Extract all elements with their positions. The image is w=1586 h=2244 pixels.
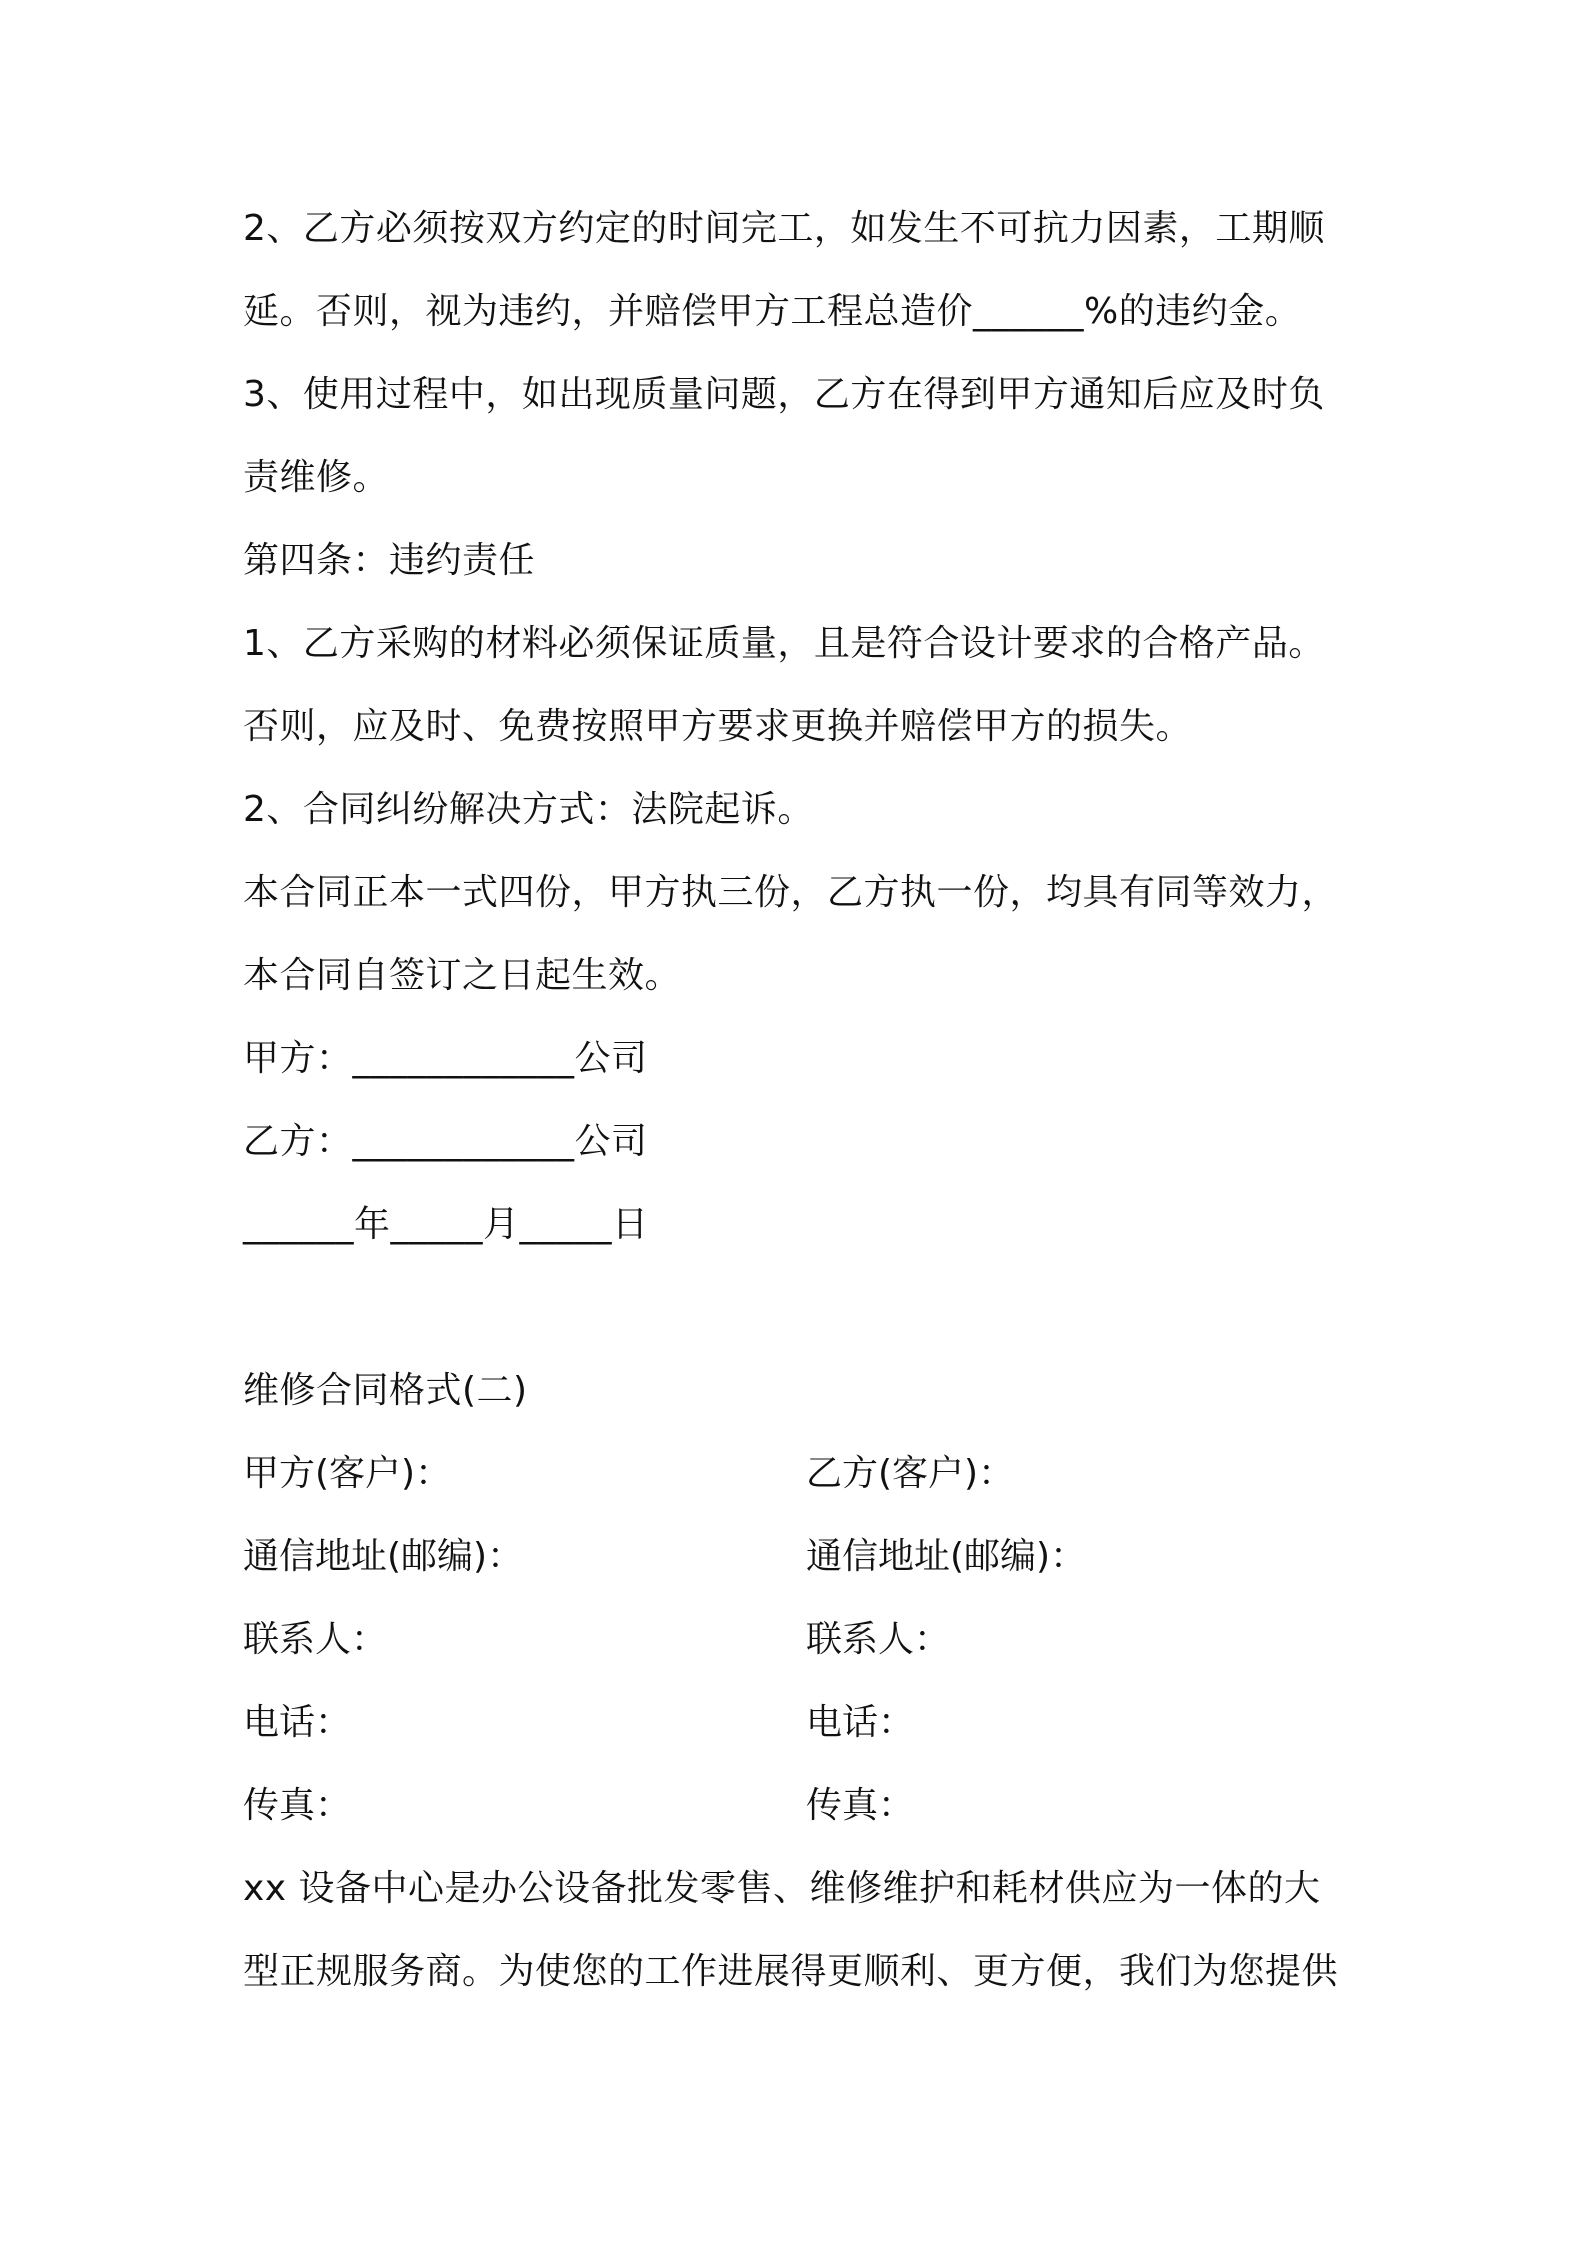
party-b-address-label: 通信地址(邮编)： — [806, 1536, 1087, 1577]
clause-2-line-2: 延。否则，视为违约，并赔偿甲方工程总造价______%的违约金。 — [243, 291, 1302, 332]
clause-3-line-1: 3、使用过程中，如出现质量问题，乙方在得到甲方通知后应及时负 — [243, 374, 1325, 415]
party-a-phone-label: 电话： — [243, 1702, 352, 1743]
clause-3-line-2: 责维修。 — [243, 457, 390, 498]
intro-line-1: xx 设备中心是办公设备批发零售、维修维护和耗材供应为一体的大 — [243, 1868, 1321, 1909]
party-b-contact-label: 联系人： — [806, 1619, 951, 1660]
clause-2-line-1: 2、乙方必须按双方约定的时间完工，如发生不可抗力因素，工期顺 — [243, 208, 1325, 249]
party-b-phone-label: 电话： — [806, 1702, 915, 1743]
article-4-item-1-line-1: 1、乙方采购的材料必须保证质量，且是符合设计要求的合格产品。 — [243, 623, 1325, 664]
signature-date: ______年_____月_____日 — [243, 1204, 649, 1245]
closing-line-2: 本合同自签订之日起生效。 — [243, 955, 682, 996]
party-b-client-label: 乙方(客户)： — [806, 1453, 1015, 1494]
intro-line-2: 型正规服务商。为使您的工作进展得更顺利、更方便，我们为您提供 — [243, 1951, 1339, 1992]
signature-party-a: 甲方：____________公司 — [243, 1038, 648, 1079]
closing-line-1: 本合同正本一式四份，甲方执三份，乙方执一份，均具有同等效力， — [243, 872, 1339, 913]
party-a-fax-label: 传真： — [243, 1785, 352, 1826]
article-4-heading: 第四条：违约责任 — [243, 540, 536, 581]
signature-party-b: 乙方：____________公司 — [243, 1121, 648, 1162]
second-contract-title: 维修合同格式(二) — [243, 1370, 528, 1411]
article-4-item-1-line-2: 否则，应及时、免费按照甲方要求更换并赔偿甲方的损失。 — [243, 706, 1193, 747]
article-4-item-2: 2、合同纠纷解决方式：法院起诉。 — [243, 789, 814, 830]
party-b-fax-label: 传真： — [806, 1785, 915, 1826]
party-a-contact-label: 联系人： — [243, 1619, 388, 1660]
party-a-client-label: 甲方(客户)： — [243, 1453, 452, 1494]
party-a-address-label: 通信地址(邮编)： — [243, 1536, 524, 1577]
